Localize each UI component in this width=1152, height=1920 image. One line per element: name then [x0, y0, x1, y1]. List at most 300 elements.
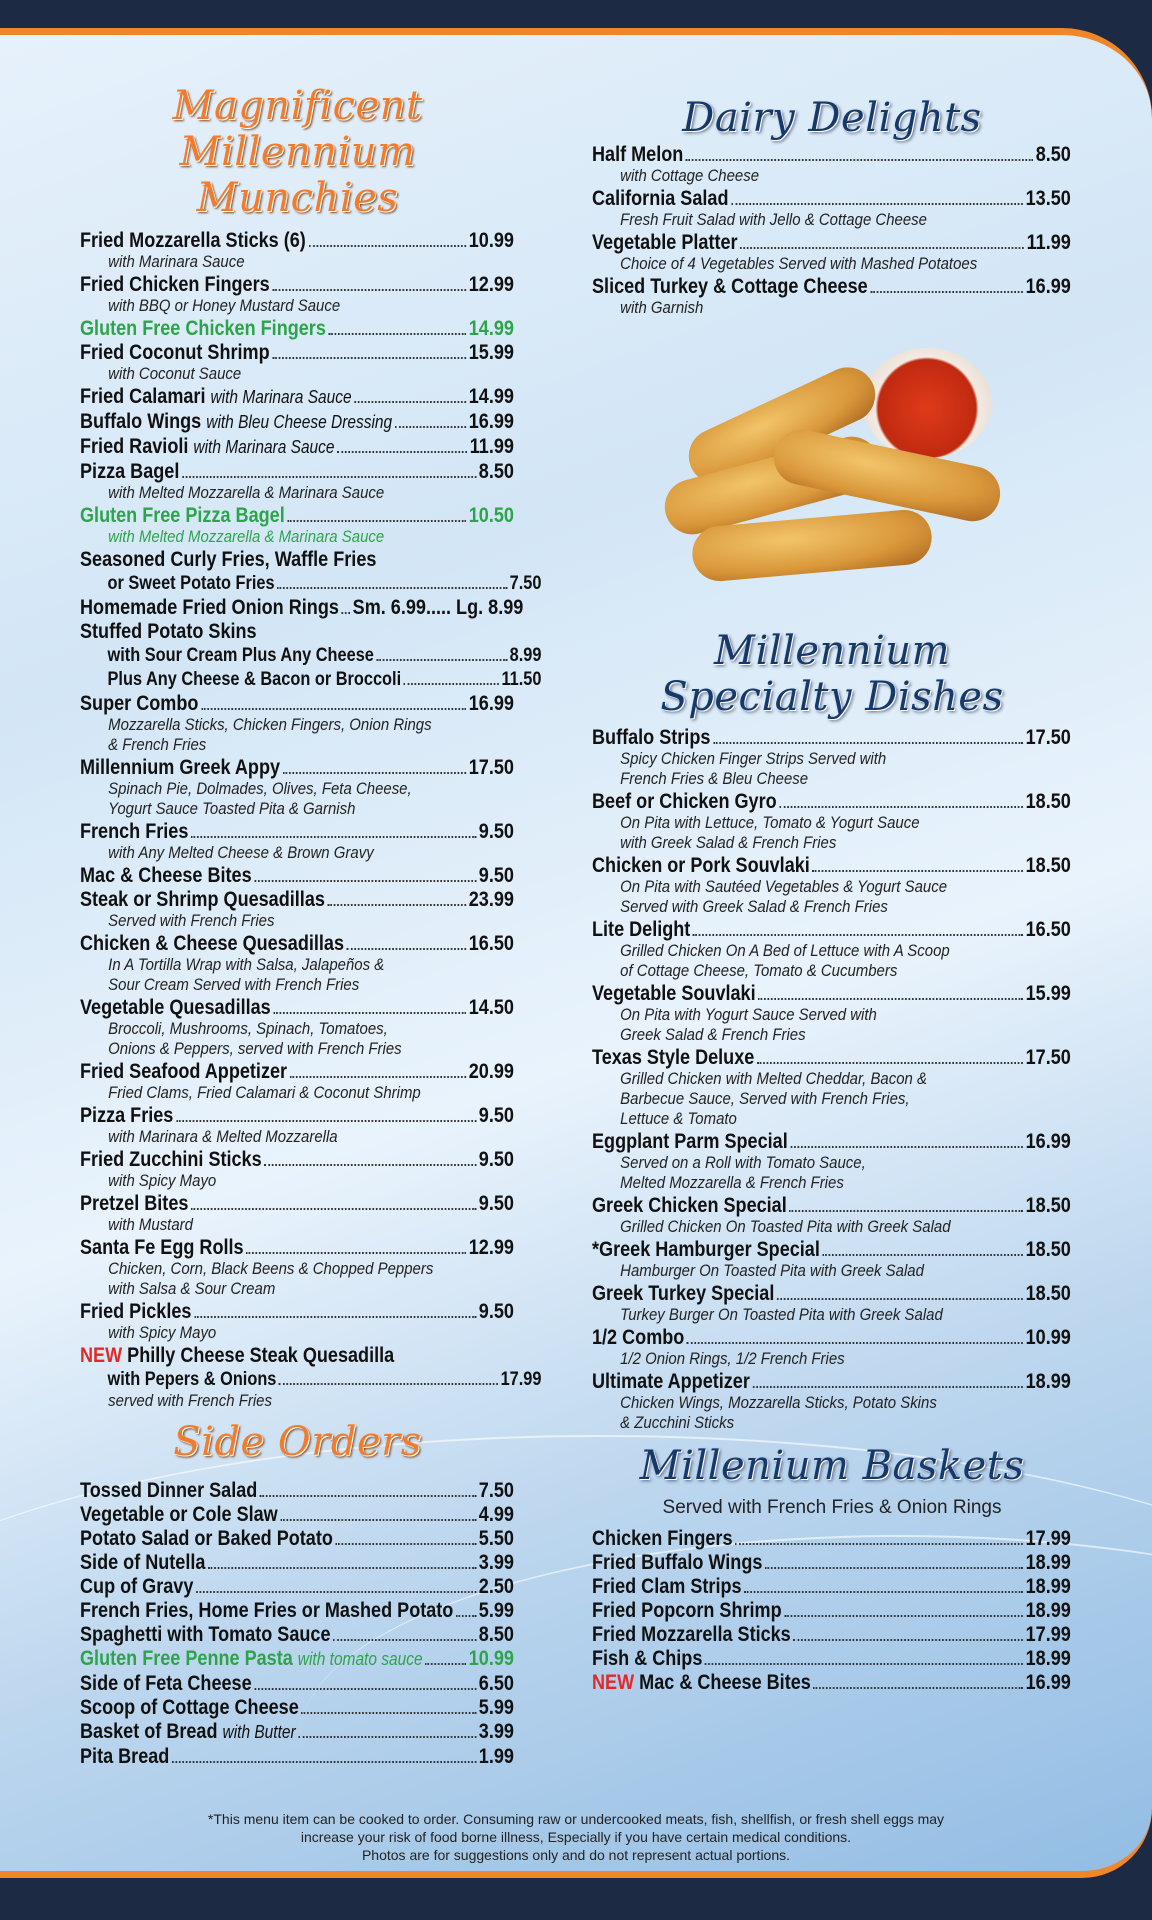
item-description: with Marinara Sauce: [108, 252, 245, 271]
new-badge: NEW: [592, 1671, 635, 1694]
menu-item: [80, 996, 514, 1019]
dot-leader: [328, 333, 466, 335]
item-name: or Sweet Potato Fries: [107, 573, 275, 594]
menu-item: [592, 1046, 1071, 1069]
menu-item: [592, 1575, 1071, 1598]
menu-item: [592, 1326, 1071, 1349]
dot-leader: [246, 1252, 466, 1254]
menu-item: [592, 854, 1071, 877]
item-price: 18.99: [1025, 1370, 1071, 1393]
item-description: with Spicy Mayo: [108, 1323, 217, 1342]
item-description: Mozzarella Sticks, Chicken Fingers, Onion Rings: [108, 715, 432, 734]
item-price: 10.99: [468, 229, 514, 252]
item-name: Eggplant Parm Special: [592, 1130, 788, 1153]
item-description: Lettuce & Tomato: [620, 1109, 737, 1128]
menu-item: [592, 1238, 1071, 1261]
dot-leader: [280, 1519, 476, 1521]
item-price: 18.50: [1025, 790, 1071, 813]
menu-item: [80, 596, 524, 619]
menu-item: [80, 932, 514, 955]
item-name: Fried Clam Strips: [592, 1575, 742, 1598]
mozzarella-sticks-photo: [652, 338, 1012, 618]
item-description: with Greek Salad & French Fries: [620, 833, 837, 852]
menu-item: [592, 1282, 1071, 1305]
item-name: California Salad: [592, 187, 729, 210]
item-price: 16.50: [468, 932, 514, 955]
item-name: Super Combo: [80, 692, 199, 715]
specialty-title-line: Specialty Dishes: [660, 674, 1004, 720]
item-name: Scoop of Cottage Cheese: [80, 1696, 299, 1719]
item-price: 9.50: [478, 820, 514, 843]
dot-leader: [744, 1591, 1023, 1593]
item-description: with Marinara & Melted Mozzarella: [108, 1127, 338, 1146]
dot-leader: [687, 1342, 1023, 1344]
item-name: Fried Buffalo Wings: [592, 1551, 763, 1574]
item-name: Gluten Free Pizza Bagel: [80, 504, 285, 527]
item-price: 3.99: [478, 1551, 514, 1574]
dot-leader: [812, 870, 1023, 872]
item-price: 8.50: [1035, 143, 1071, 166]
dot-leader: [298, 1736, 476, 1738]
item-name: Mac & Cheese Bites: [639, 1671, 811, 1694]
dot-leader: [705, 1663, 1023, 1665]
item-price: 5.50: [478, 1527, 514, 1550]
item-price: 17.99: [1025, 1623, 1071, 1646]
menu-item: [80, 888, 514, 911]
item-name: Pizza Fries: [80, 1104, 174, 1127]
item-name: Chicken Fingers: [592, 1527, 733, 1550]
section-title-line: Magnificent: [172, 83, 423, 129]
dot-leader: [813, 1687, 1023, 1689]
menu-item: [592, 143, 1071, 166]
item-price: 18.50: [1025, 1282, 1071, 1305]
marinara-cup: [862, 348, 992, 458]
specialty-title-line: Millennium: [713, 628, 950, 674]
item-name: Stuffed Potato Skins: [80, 620, 257, 643]
dot-leader: [341, 612, 350, 614]
item-name: Millennium Greek Appy: [80, 756, 281, 779]
item-price: 18.99: [1025, 1551, 1071, 1574]
item-name: Cup of Gravy: [80, 1575, 194, 1598]
baskets-title: Millenium Baskets: [639, 1443, 1025, 1489]
item-name: French Fries, Home Fries or Mashed Potato: [80, 1599, 454, 1622]
dot-leader: [290, 1076, 467, 1078]
dot-leader: [191, 836, 476, 838]
right-column: [592, 95, 1072, 1694]
item-description: 1/2 Onion Rings, 1/2 French Fries: [620, 1349, 845, 1368]
menu-item: [592, 982, 1071, 1005]
dot-leader: [182, 476, 476, 478]
menu-item: [80, 668, 541, 691]
menu-item: [592, 1671, 1071, 1694]
item-name: Pretzel Bites: [80, 1192, 189, 1215]
dot-leader: [254, 1688, 476, 1690]
item-price: 1.99: [478, 1745, 514, 1768]
item-description: with Cottage Cheese: [620, 166, 760, 185]
item-description: Chicken, Corn, Black Beens & Chopped Peppers: [108, 1259, 434, 1278]
item-price: 16.99: [1025, 1671, 1071, 1694]
menu-item: [80, 1503, 514, 1526]
dot-leader: [693, 934, 1023, 936]
item-description: French Fries & Bleu Cheese: [620, 769, 809, 788]
item-name: Buffalo Wings: [80, 410, 202, 433]
item-name: *Greek Hamburger Special: [592, 1238, 820, 1261]
item-price: 16.50: [1025, 918, 1071, 941]
munchies-list: [80, 229, 542, 1411]
item-name: Pizza Bagel: [80, 460, 180, 483]
item-price: 17.99: [1025, 1527, 1071, 1550]
item-name: Vegetable Platter: [592, 231, 738, 254]
item-price: 12.99: [468, 273, 514, 296]
dot-leader: [376, 659, 507, 661]
dairy-title: Dairy Delights: [682, 95, 982, 141]
menu-item: [592, 726, 1071, 749]
item-description: Grilled Chicken with Melted Cheddar, Bacon &: [620, 1069, 928, 1088]
dot-leader: [194, 1316, 476, 1318]
item-description: Served with Greek Salad & French Fries: [620, 897, 888, 916]
item-name: 1/2 Combo: [592, 1326, 685, 1349]
item-price: 18.50: [1025, 1238, 1071, 1261]
menu-item: [592, 1599, 1071, 1622]
item-name: Fried Seafood Appetizer: [80, 1060, 288, 1083]
dot-leader: [793, 1639, 1023, 1641]
dot-leader: [752, 1386, 1023, 1388]
item-description: Spicy Chicken Finger Strips Served with: [620, 749, 887, 768]
item-price: 8.50: [478, 460, 514, 483]
dot-leader: [254, 880, 476, 882]
item-price: 17.50: [1025, 1046, 1071, 1069]
dot-leader: [779, 806, 1023, 808]
menu-item: [80, 273, 514, 296]
menu-item: [592, 1370, 1071, 1393]
menu-item: [80, 1479, 514, 1502]
dot-leader: [354, 401, 466, 403]
dot-leader: [789, 1210, 1023, 1212]
item-price: 10.99: [468, 1647, 514, 1670]
menu-item: [80, 410, 514, 434]
dot-leader: [196, 1591, 476, 1593]
item-price: 17.99: [500, 1369, 542, 1390]
item-description: Fresh Fruit Salad with Jello & Cottage Cheese: [620, 210, 927, 229]
item-price: 2.50: [478, 1575, 514, 1598]
left-column: [80, 83, 542, 1768]
item-description: with Melted Mozzarella & Marinara Sauce: [108, 527, 385, 546]
dot-leader: [264, 1164, 476, 1166]
item-description: & Zucchini Sticks: [620, 1413, 735, 1432]
item-price: 7.50: [509, 573, 542, 594]
item-price: 11.99: [469, 435, 514, 458]
item-price: 8.50: [478, 1623, 514, 1646]
dot-leader: [758, 998, 1023, 1000]
footer-disclaimer: [0, 1810, 1152, 1864]
item-name: Vegetable Quesadillas: [80, 996, 271, 1019]
item-name: French Fries: [80, 820, 189, 843]
menu-item: [592, 1551, 1071, 1574]
item-description: Hamburger On Toasted Pita with Greek Salad: [620, 1261, 924, 1280]
menu-item: [592, 918, 1071, 941]
dot-leader: [301, 1712, 476, 1714]
menu-item: [80, 1300, 514, 1323]
item-price: 9.50: [478, 1148, 514, 1171]
baskets-list: [592, 1527, 1072, 1694]
item-inline-note: with tomato sauce: [297, 1649, 423, 1669]
item-price: 17.50: [468, 756, 514, 779]
menu-item: [80, 229, 514, 252]
dot-leader: [308, 245, 466, 247]
item-description: with Spicy Mayo: [108, 1171, 217, 1190]
item-price: 15.99: [468, 341, 514, 364]
item-name: Side of Nutella: [80, 1551, 206, 1574]
menu-item: [80, 1672, 514, 1695]
item-description: Sour Cream Served with French Fries: [108, 975, 360, 994]
item-name: Fried Calamari: [80, 385, 206, 408]
item-price: 11.99: [1026, 231, 1071, 254]
menu-item: [80, 1344, 514, 1367]
item-name: Fried Ravioli: [80, 435, 189, 458]
menu-item: [80, 1368, 541, 1391]
item-name: Fried Popcorn Shrimp: [592, 1599, 782, 1622]
item-name: Half Melon: [592, 143, 684, 166]
item-description: Yogurt Sauce Toasted Pita & Garnish: [108, 799, 356, 818]
dot-leader: [765, 1567, 1023, 1569]
item-name: Fried Coconut Shrimp: [80, 341, 270, 364]
side-orders-list: [80, 1479, 515, 1768]
dot-leader: [870, 291, 1023, 293]
dot-leader: [784, 1615, 1023, 1617]
item-name: Lite Delight: [592, 918, 691, 941]
item-name: Homemade Fried Onion Rings: [80, 596, 339, 619]
menu-item: [592, 1194, 1071, 1217]
item-name: Buffalo Strips: [592, 726, 711, 749]
item-description: Melted Mozzarella & French Fries: [620, 1173, 844, 1192]
item-name: Fried Pickles: [80, 1300, 192, 1323]
item-name: Vegetable Souvlaki: [592, 982, 756, 1005]
dot-leader: [404, 683, 499, 685]
dot-leader: [272, 357, 466, 359]
footer-line: Photos are for suggestions only and do not represent actual portions.: [361, 1847, 791, 1863]
item-inline-note: with Marinara Sauce: [210, 387, 352, 407]
item-description: Grilled Chicken On A Bed of Lettuce with A Scoop: [620, 941, 950, 960]
item-name: Greek Turkey Special: [592, 1282, 775, 1305]
specialty-list: [592, 726, 1072, 1433]
menu-item: [592, 1623, 1071, 1646]
item-price: 16.99: [468, 692, 514, 715]
item-description: with BBQ or Honey Mustard Sauce: [108, 296, 341, 315]
item-price: 5.99: [478, 1696, 514, 1719]
dot-leader: [172, 1761, 476, 1763]
menu-item: [80, 1623, 514, 1646]
dot-leader: [277, 587, 507, 589]
item-description: Choice of 4 Vegetables Served with Mashed Potatoes: [620, 254, 978, 273]
item-price: 23.99: [468, 888, 514, 911]
item-name: Steak or Shrimp Quesadillas: [80, 888, 325, 911]
item-inline-note: with Bleu Cheese Dressing: [206, 412, 393, 432]
item-price: 14.50: [468, 996, 514, 1019]
item-price: 10.50: [468, 504, 514, 527]
item-name: with Sour Cream Plus Any Cheese: [107, 645, 374, 666]
item-price: 9.50: [478, 1300, 514, 1323]
dot-leader: [283, 772, 467, 774]
item-description: with Melted Mozzarella & Marinara Sauce: [108, 483, 385, 502]
menu-item: [80, 756, 514, 779]
menu-item: [80, 1148, 514, 1171]
menu-item: [80, 1551, 514, 1574]
item-description: Spinach Pie, Dolmades, Olives, Feta Cheese,: [108, 779, 412, 798]
item-name: Potato Salad or Baked Potato: [80, 1527, 333, 1550]
menu-item: [592, 1647, 1071, 1670]
item-price: 18.99: [1025, 1575, 1071, 1598]
side-orders-title: Side Orders: [173, 1419, 422, 1465]
item-description: Onions & Peppers, served with French Fries: [108, 1039, 402, 1058]
menu-item: [80, 435, 514, 459]
dot-leader: [201, 708, 466, 710]
menu-item: [80, 1720, 514, 1744]
dairy-list: [592, 143, 1072, 318]
menu-item: [592, 275, 1071, 298]
item-name: Gluten Free Chicken Fingers: [80, 317, 326, 340]
dot-leader: [777, 1298, 1023, 1300]
footer-line: increase your risk of food borne illness, Especially if you have certain medical conditions.: [300, 1829, 852, 1845]
item-description: Broccoli, Mushrooms, Spinach, Tomatoes,: [108, 1019, 388, 1038]
item-price: 18.99: [1025, 1647, 1071, 1670]
menu-item: [592, 187, 1071, 210]
item-name: Vegetable or Cole Slaw: [80, 1503, 278, 1526]
menu-item: [592, 231, 1071, 254]
item-name: Seasoned Curly Fries, Waffle Fries: [80, 548, 377, 571]
item-description: Turkey Burger On Toasted Pita with Greek Salad: [620, 1305, 943, 1324]
item-price: 8.99: [509, 645, 542, 666]
item-description: of Cottage Cheese, Tomato & Cucumbers: [620, 961, 898, 980]
menu-item: [592, 1527, 1071, 1550]
item-price: 12.99: [468, 1236, 514, 1259]
item-price: 16.99: [1025, 1130, 1071, 1153]
dot-leader: [335, 1543, 476, 1545]
item-name: Gluten Free Penne Pasta: [80, 1647, 293, 1670]
menu-item: [80, 1696, 514, 1719]
item-price: 16.99: [1025, 275, 1071, 298]
dot-leader: [822, 1254, 1023, 1256]
dot-leader: [273, 1012, 466, 1014]
item-inline-note: with Butter: [222, 1722, 296, 1742]
item-description: Grilled Chicken On Toasted Pita with Greek Salad: [620, 1217, 951, 1236]
item-price: 10.99: [1025, 1326, 1071, 1349]
menu-item: [80, 644, 541, 667]
menu-item: [80, 1236, 514, 1259]
menu-item: [80, 692, 514, 715]
item-name: Fish & Chips: [592, 1647, 703, 1670]
item-price: 18.50: [1025, 854, 1071, 877]
dot-leader: [191, 1208, 476, 1210]
item-name: Chicken or Pork Souvlaki: [592, 854, 810, 877]
dot-leader: [731, 203, 1023, 205]
dot-leader: [740, 247, 1024, 249]
item-price: 9.50: [478, 1104, 514, 1127]
item-price: 11.50: [501, 669, 542, 690]
item-name: Fried Mozzarella Sticks: [592, 1623, 791, 1646]
item-name: Sliced Turkey & Cottage Cheese: [592, 275, 868, 298]
dot-leader: [790, 1146, 1023, 1148]
dot-leader: [686, 159, 1033, 161]
item-description: & French Fries: [108, 735, 207, 754]
dot-leader: [287, 520, 466, 522]
menu-item: [80, 1647, 514, 1671]
menu-item: [80, 504, 514, 527]
dot-leader: [272, 289, 466, 291]
menu-item: [80, 1527, 514, 1550]
menu-item: [80, 820, 514, 843]
item-price: 15.99: [1025, 982, 1071, 1005]
menu-item: [80, 1104, 514, 1127]
item-name: Side of Feta Cheese: [80, 1672, 252, 1695]
dot-leader: [327, 904, 466, 906]
item-price: 6.50: [478, 1672, 514, 1695]
dot-leader: [735, 1543, 1023, 1545]
item-name: Fried Zucchini Sticks: [80, 1148, 262, 1171]
item-name: Greek Chicken Special: [592, 1194, 787, 1217]
item-price: 5.99: [478, 1599, 514, 1622]
item-description: Served on a Roll with Tomato Sauce,: [620, 1153, 866, 1172]
item-name: Philly Cheese Steak Quesadilla: [127, 1344, 395, 1367]
menu-item: [80, 1575, 514, 1598]
item-price: 3.99: [478, 1720, 514, 1743]
menu-item: [592, 1130, 1071, 1153]
item-name: Basket of Bread: [80, 1720, 218, 1743]
menu-item: [80, 460, 514, 483]
item-name: Ultimate Appetizer: [592, 1370, 750, 1393]
menu-item: [80, 548, 514, 571]
dot-leader: [395, 426, 466, 428]
dot-leader: [456, 1615, 476, 1617]
item-price: 17.50: [1025, 726, 1071, 749]
item-name: Tossed Dinner Salad: [80, 1479, 258, 1502]
item-price: 4.99: [478, 1503, 514, 1526]
menu-item: [80, 620, 514, 643]
item-price: 13.50: [1025, 187, 1071, 210]
item-description: Greek Salad & French Fries: [620, 1025, 806, 1044]
item-name: Spaghetti with Tomato Sauce: [80, 1623, 331, 1646]
item-name: with Pepers & Onions: [107, 1369, 277, 1390]
menu-item: [80, 385, 514, 409]
item-description: On Pita with Yogurt Sauce Served with: [620, 1005, 877, 1024]
item-name: Chicken & Cheese Quesadillas: [80, 932, 344, 955]
item-name: Santa Fe Egg Rolls: [80, 1236, 244, 1259]
item-name: Beef or Chicken Gyro: [592, 790, 777, 813]
item-name: Fried Chicken Fingers: [80, 273, 270, 296]
footer-line: *This menu item can be cooked to order. Consuming raw or undercooked meats, fish, shellfish, or fresh shell eggs may: [207, 1811, 945, 1827]
item-description: with Any Melted Cheese & Brown Gravy: [108, 843, 374, 862]
item-price: 7.50: [478, 1479, 514, 1502]
item-description: served with French Fries: [108, 1391, 272, 1410]
dot-leader: [347, 948, 467, 950]
section-title-line: Millennium Munchies: [179, 129, 416, 221]
menu-item: [80, 1060, 514, 1083]
new-badge: NEW: [80, 1344, 123, 1367]
menu-item: [80, 1192, 514, 1215]
item-name: Plus Any Cheese & Bacon or Broccoli: [107, 669, 402, 690]
menu-item: [80, 572, 541, 595]
item-description: Barbecue Sauce, Served with French Fries,: [620, 1089, 910, 1108]
item-price: Sm. 6.99..... Lg. 8.99: [352, 596, 524, 619]
menu-item: [80, 317, 514, 340]
item-name: Mac & Cheese Bites: [80, 864, 252, 887]
menu-item: [80, 341, 514, 364]
item-name: Pita Bread: [80, 1745, 170, 1768]
item-description: On Pita with Lettuce, Tomato & Yogurt Sauce: [620, 813, 920, 832]
item-price: 18.99: [1025, 1599, 1071, 1622]
dot-leader: [757, 1062, 1023, 1064]
item-price: 9.50: [478, 1192, 514, 1215]
item-price: 14.99: [468, 385, 514, 408]
